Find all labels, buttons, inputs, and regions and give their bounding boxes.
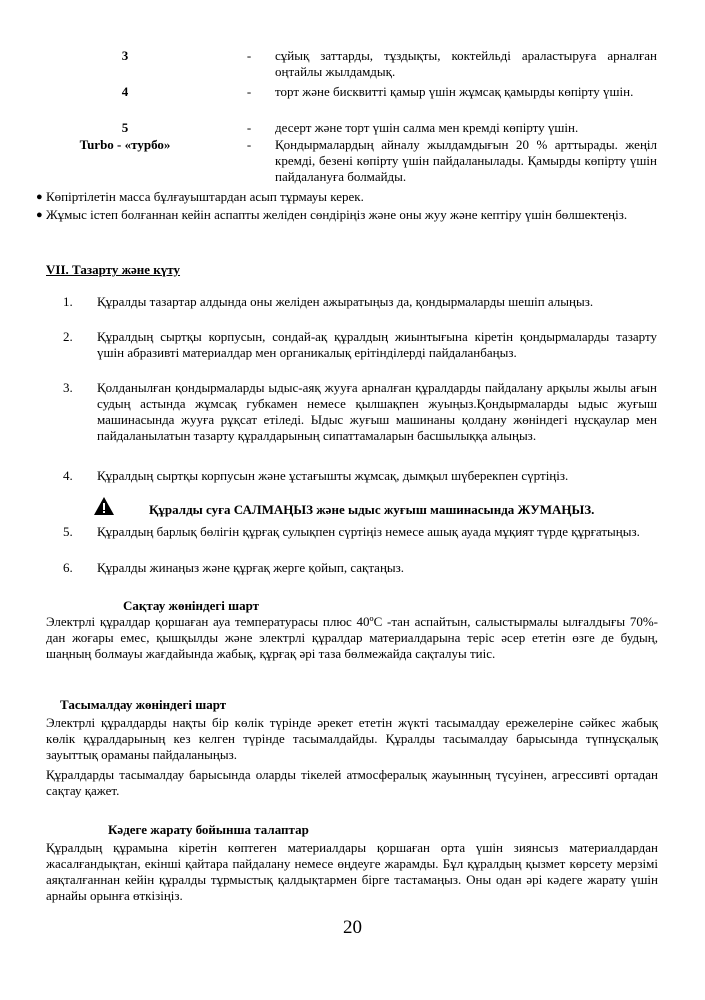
speed-description: Қондырмалардың айналу жылдамдығын 20 % арттырады. жеңіл кремді, безені көпірту үшін пайдаланылады. Қамырды көпірту үшін пайдалануға болмайды.: [275, 137, 657, 184]
list-item-number: 3.: [63, 380, 73, 395]
list-item: [63, 380, 657, 444]
list-item-number: 5.: [63, 524, 73, 539]
list-item-text: Құралдың сыртқы корпусын және ұстағышты жұмсақ, дымқыл шүберекпен сүртіңіз.: [97, 468, 569, 483]
list-item-number: 2.: [63, 329, 73, 344]
list-item-text: Құралдың барлық бөлігін құрғақ сулықпен сүртіңіз немесе ашық ауада мұқият түрде құрғатыңыз.: [97, 524, 640, 539]
speed-key: 5: [121, 120, 129, 135]
page-number: 20: [343, 917, 362, 938]
list-item-text: Құралды тазартар алдында оны желіден ажыратыңыз да, қондырмаларды шешіп алыңыз.: [97, 294, 594, 309]
disposal-title: Кәдеге жарату бойынша талаптар: [108, 822, 309, 837]
transport-title: Тасымалдау жөніндегі шарт: [60, 697, 227, 712]
list-item: [63, 560, 657, 576]
speed-dash: -: [246, 120, 252, 135]
speed-key: Turbo - «турбо»: [79, 137, 171, 152]
disposal-text: Құралдың құрамына кіретін көптеген материалдары қоршаған орта үшін зиянсыз материалдардан жасалғандықтан, екінші қайтара пайдалану немесе өңдеуге жарамды. Бұл құралдың қызмет көрсету мерзімі аяқталғаннан кейін құралды тұрмыстық қалдықтармен бірге тастамаңыз. Оны одан әрі кәдеге жарату үшін арнайы орынға өткізіңіз.: [46, 840, 658, 903]
list-item-number: 1.: [63, 294, 73, 309]
speed-dash: -: [246, 48, 252, 63]
speed-key: 3: [121, 48, 129, 63]
bullet-item: [36, 189, 658, 205]
bullet-item: [36, 207, 658, 223]
list-item-number: 6.: [63, 560, 73, 575]
transport-text: Құралдарды тасымалдау барысында оларды тікелей атмосфералық жауынның түсуінен, агрессивті ортадан сақтау қажет.: [46, 767, 658, 798]
list-item-text: Қолданылған қондырмаларды ыдыс-аяқ жууға арналған құралдарды пайдалану арқылы жылы ағын судың астында жұмсақ губкамен немесе қылшақпен жуыңыз.Қондырмаларды ыдыс жуғыш машинасында жууға рұқсат етіледі. Ыдыс жуғыш машинаны қолдану жөніндегі нұсқаулар мен пайдаланылатын тазарту құралдарының сипаттамаларын басшылыққа алыңыз.: [97, 380, 657, 443]
list-item: [63, 468, 657, 484]
speed-dash: -: [246, 137, 252, 152]
speed-dash: -: [246, 84, 252, 99]
list-item-number: 4.: [63, 468, 73, 483]
transport-text: Электрлі құралдарды нақты бір көлік түрінде әрекет ететін жүкті тасымалдау ережелеріне сәйкес жабық көлік құралдарының кез келген түрінде тасымалдайды. Құралды тасымалдау барысында түпнұсқалық зауыттық ораманы пайдаланыңыз.: [46, 715, 658, 762]
warning-notice: [93, 496, 673, 520]
list-item: [63, 329, 657, 361]
warning-icon: [93, 496, 115, 516]
list-item: [63, 524, 657, 540]
speed-description: торт және бисквитті қамыр үшін жұмсақ қамырды көпірту үшін.: [275, 84, 634, 99]
list-item: [63, 294, 657, 310]
storage-title: Сақтау жөніндегі шарт: [123, 598, 260, 613]
bullet-icon: ●: [36, 191, 43, 203]
list-item-text: Құралдың сыртқы корпусын, сондай-ақ құралдың жиынтығына кіретін қондырмаларды тазарту үшін абразивті материалдар мен органикалық ерітінділерді пайдаланбаңыз.: [97, 329, 657, 360]
speed-key: 4: [121, 84, 129, 99]
bullet-icon: ●: [36, 209, 43, 221]
storage-text: Электрлі құралдар қоршаған ауа температурасы плюс 40ºС -тан аспайтын, салыстырмалы ылғалдығы 70%-дан жоғары емес, қышқылды және электрлі құралдар материалдарына теріс әсер ететін өзге де будың, шаңның болмауы жағдайында жабық, құрғақ әрі таза бөлмежайда сақталуы тиіс.: [46, 614, 658, 661]
warning-text: Құралды суға САЛМАҢЫЗ және ыдыс жуғыш машинасында ЖУМАҢЫЗ.: [149, 502, 595, 517]
list-item-text: Құралды жинаңыз және құрғақ жерге қойып, сақтаңыз.: [97, 560, 405, 575]
bullet-text: Жұмыс істеп болғаннан кейін аспапты желіден сөндіріңіз және оны жуу және кептіру үшін бөлшектеңіз.: [46, 207, 628, 222]
speed-description: десерт және торт үшін салма мен кремді көпірту үшін.: [275, 120, 579, 135]
speed-description: сұйық заттарды, тұздықты, коктейльді араластыруға арналған оңтайлы жылдамдық.: [275, 48, 657, 79]
bullet-text: Көпіртілетін масса бұлғауыштардан асып тұрмауы керек.: [46, 189, 364, 204]
cleaning-section-title: VII. Тазарту және күту: [46, 262, 181, 277]
